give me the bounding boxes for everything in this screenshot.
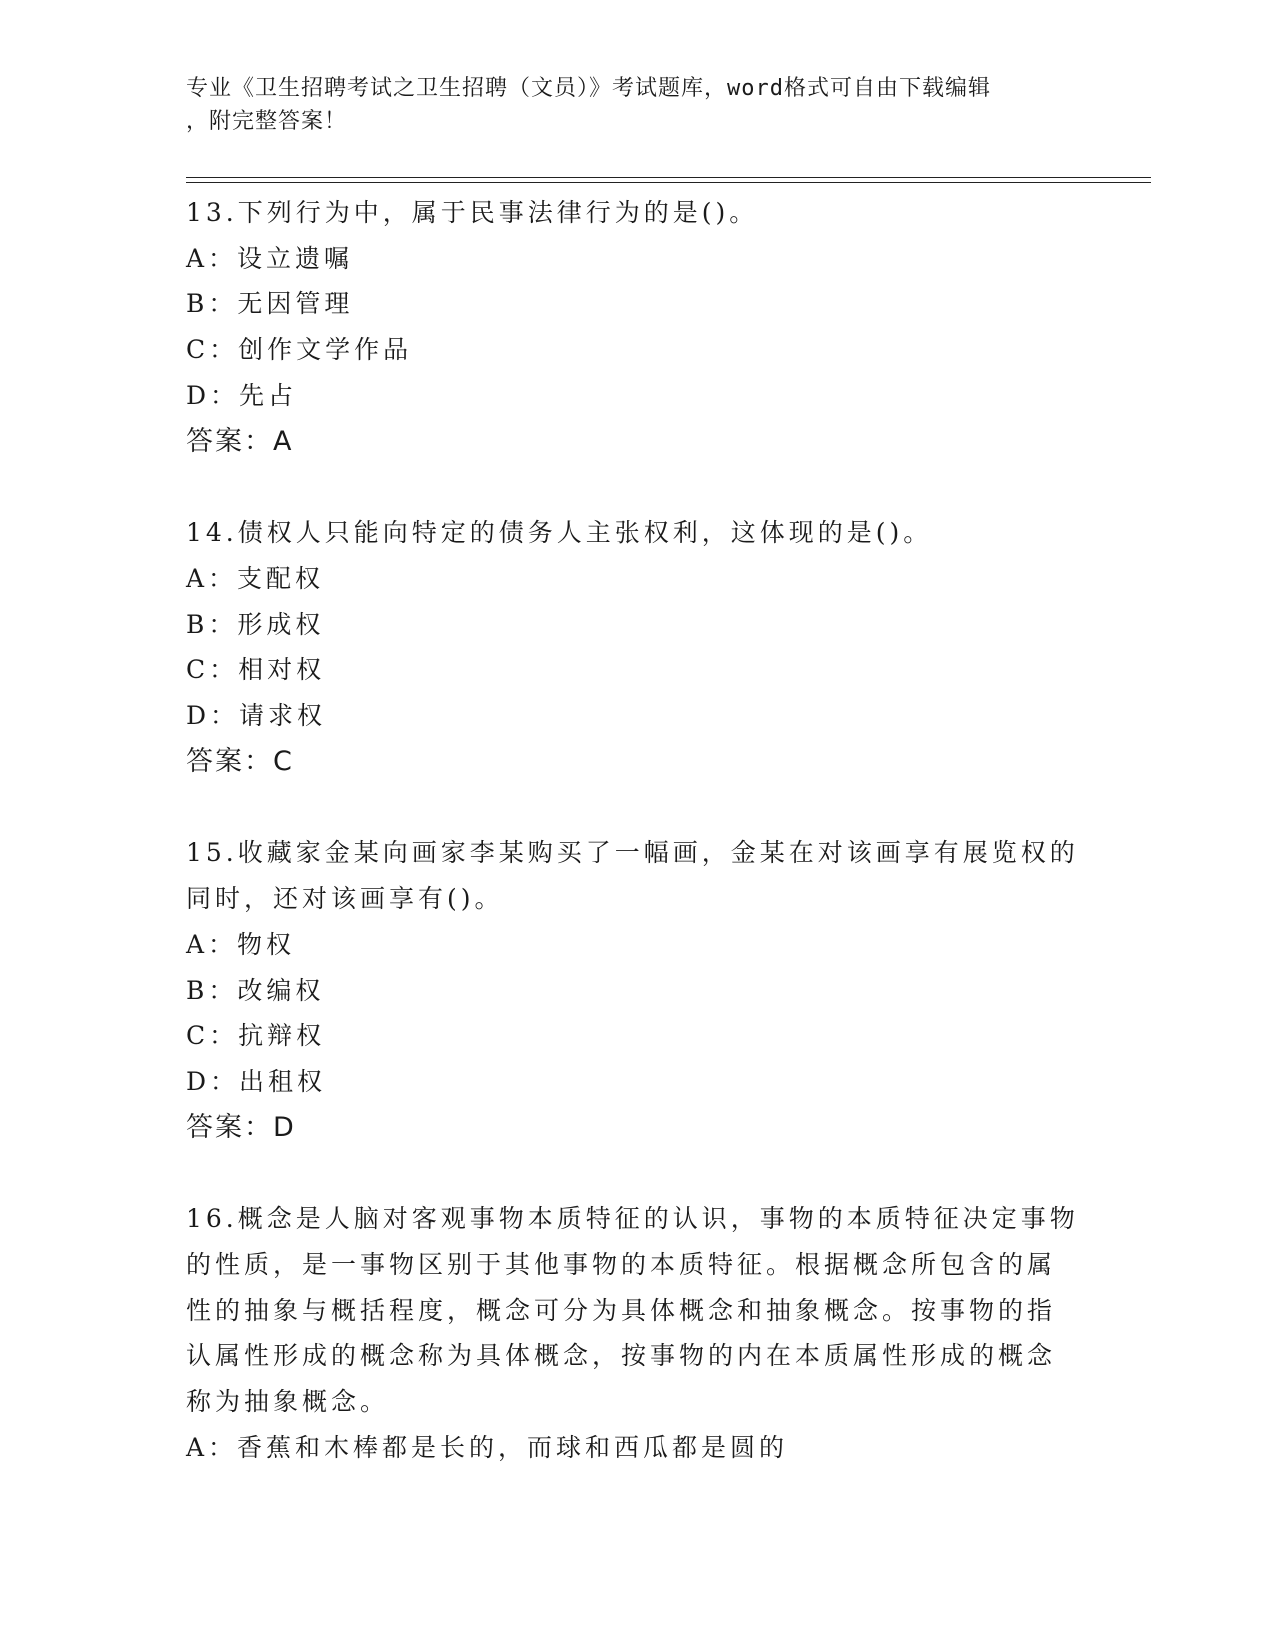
header-divider-top	[186, 177, 1151, 178]
question-stem-line-4: 认属性形成的概念称为具体概念，按事物的内在本质属性形成的概念	[186, 1341, 1057, 1371]
question-stem-line-1: 15.收藏家金某向画家李某购买了一幅画，金某在对该画享有展览权的	[186, 838, 1079, 868]
document-header	[186, 72, 1066, 138]
question-stem-line-2: 同时，还对该画享有()。	[186, 884, 504, 914]
option-a: A：香蕉和木棒都是长的，而球和西瓜都是圆的	[186, 1432, 789, 1462]
option-b: B：无因管理	[186, 289, 354, 319]
option-b: B：形成权	[186, 609, 325, 639]
question-stem: 13.下列行为中，属于民事法律行为的是()。	[186, 198, 759, 227]
question-stem-line-5: 称为抽象概念。	[186, 1387, 390, 1417]
question-15	[186, 830, 1086, 1150]
header-line-2: ，附完整答案！	[186, 109, 348, 134]
option-d: D：先占	[186, 380, 298, 410]
question-stem-line-2: 的性质，是一事物区别于其他事物的本质特征。根据概念所包含的属	[186, 1250, 1057, 1280]
option-c: C：创作文学作品	[186, 335, 413, 365]
option-d: D：请求权	[186, 701, 327, 731]
question-stem-line-1: 16.概念是人脑对客观事物本质特征的认识，事物的本质特征决定事物	[186, 1204, 1079, 1234]
question-list	[186, 190, 1086, 1517]
option-c: C：相对权	[186, 655, 326, 685]
question-stem: 14.债权人只能向特定的债务人主张权利，这体现的是()。	[186, 518, 933, 548]
question-14	[186, 510, 1086, 784]
answer-label: 答案：A	[186, 425, 294, 457]
question-stem-line-3: 性的抽象与概括程度，概念可分为具体概念和抽象概念。按事物的指	[186, 1295, 1057, 1325]
option-a: A：物权	[186, 929, 296, 959]
header-divider-bottom	[186, 182, 1151, 183]
question-13	[186, 190, 1086, 464]
question-16	[186, 1196, 1086, 1470]
option-b: B：改编权	[186, 975, 325, 1005]
option-c: C：抗辩权	[186, 1021, 326, 1051]
header-line-1: 专业《卫生招聘考试之卫生招聘（文员）》考试题库，word格式可自由下载编辑	[186, 76, 991, 101]
answer-label: 答案：D	[186, 1111, 296, 1143]
option-a: A：支配权	[186, 563, 325, 593]
answer-label: 答案：C	[186, 745, 294, 777]
option-d: D：出租权	[186, 1066, 327, 1096]
option-a: A：设立遗嘱	[186, 243, 354, 273]
